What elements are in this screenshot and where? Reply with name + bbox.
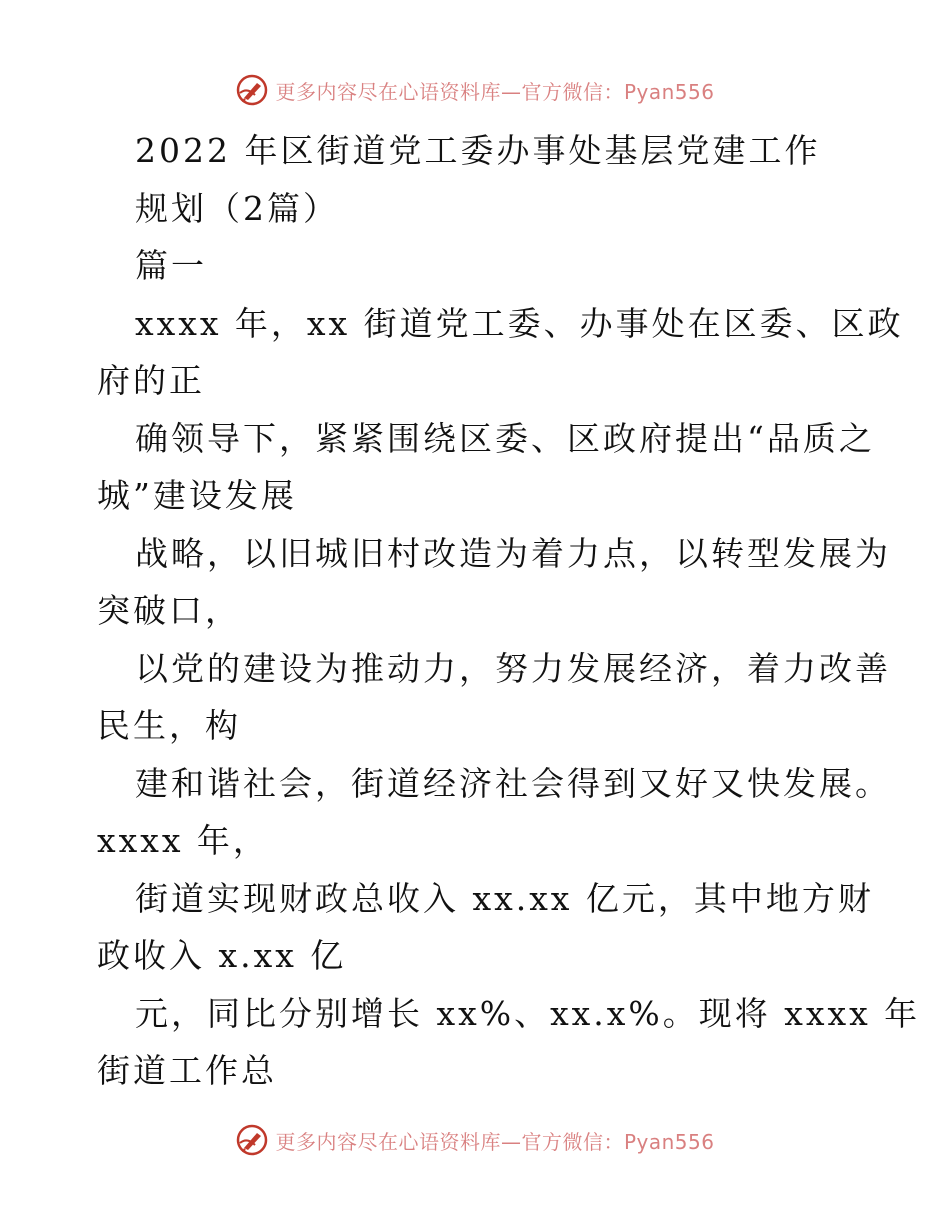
text-line: 建和谐社会，街道经济社会得到又好又快发展。: [135, 763, 891, 803]
text-line: xxxx 年，xx 街道党工委、办事处在区委、区政: [135, 303, 904, 343]
text-line: 元，同比分别增长 xx%、xx.x%。现将 xxxx 年: [135, 993, 921, 1033]
document-body: [97, 122, 921, 1100]
text-line: 以党的建设为推动力，努力发展经济，着力改善: [135, 648, 891, 688]
watermark-text: 更多内容尽在心语资料库—官方微信：Pyan556: [275, 79, 715, 104]
text-line: 规划（2篇）: [135, 188, 339, 228]
text-line: 确领导下，紧紧围绕区委、区政府提出“品质之: [135, 418, 875, 458]
watermark-text: 更多内容尽在心语资料库—官方微信：Pyan556: [275, 1129, 715, 1154]
text-line: 篇一: [135, 246, 207, 285]
header-watermark: [0, 70, 950, 110]
text-line: 城”建设发展: [97, 476, 297, 515]
text-line: 政收入 x.xx 亿: [97, 936, 347, 975]
text-line: xxxx 年，: [97, 821, 269, 860]
text-line: 突破口，: [97, 591, 241, 630]
text-line: 民生，构: [97, 706, 241, 745]
pen-logo-icon: [235, 1123, 269, 1157]
text-line: 街道工作总: [97, 1051, 277, 1090]
text-line: 府的正: [97, 361, 205, 400]
text-line: 街道实现财政总收入 xx.xx 亿元，其中地方财: [135, 878, 874, 918]
text-line: 2022 年区街道党工委办事处基层党建工作: [135, 131, 821, 170]
footer-watermark: [0, 1120, 950, 1160]
text-line: 战略，以旧城旧村改造为着力点，以转型发展为: [135, 533, 891, 573]
pen-logo-icon: [235, 73, 269, 107]
